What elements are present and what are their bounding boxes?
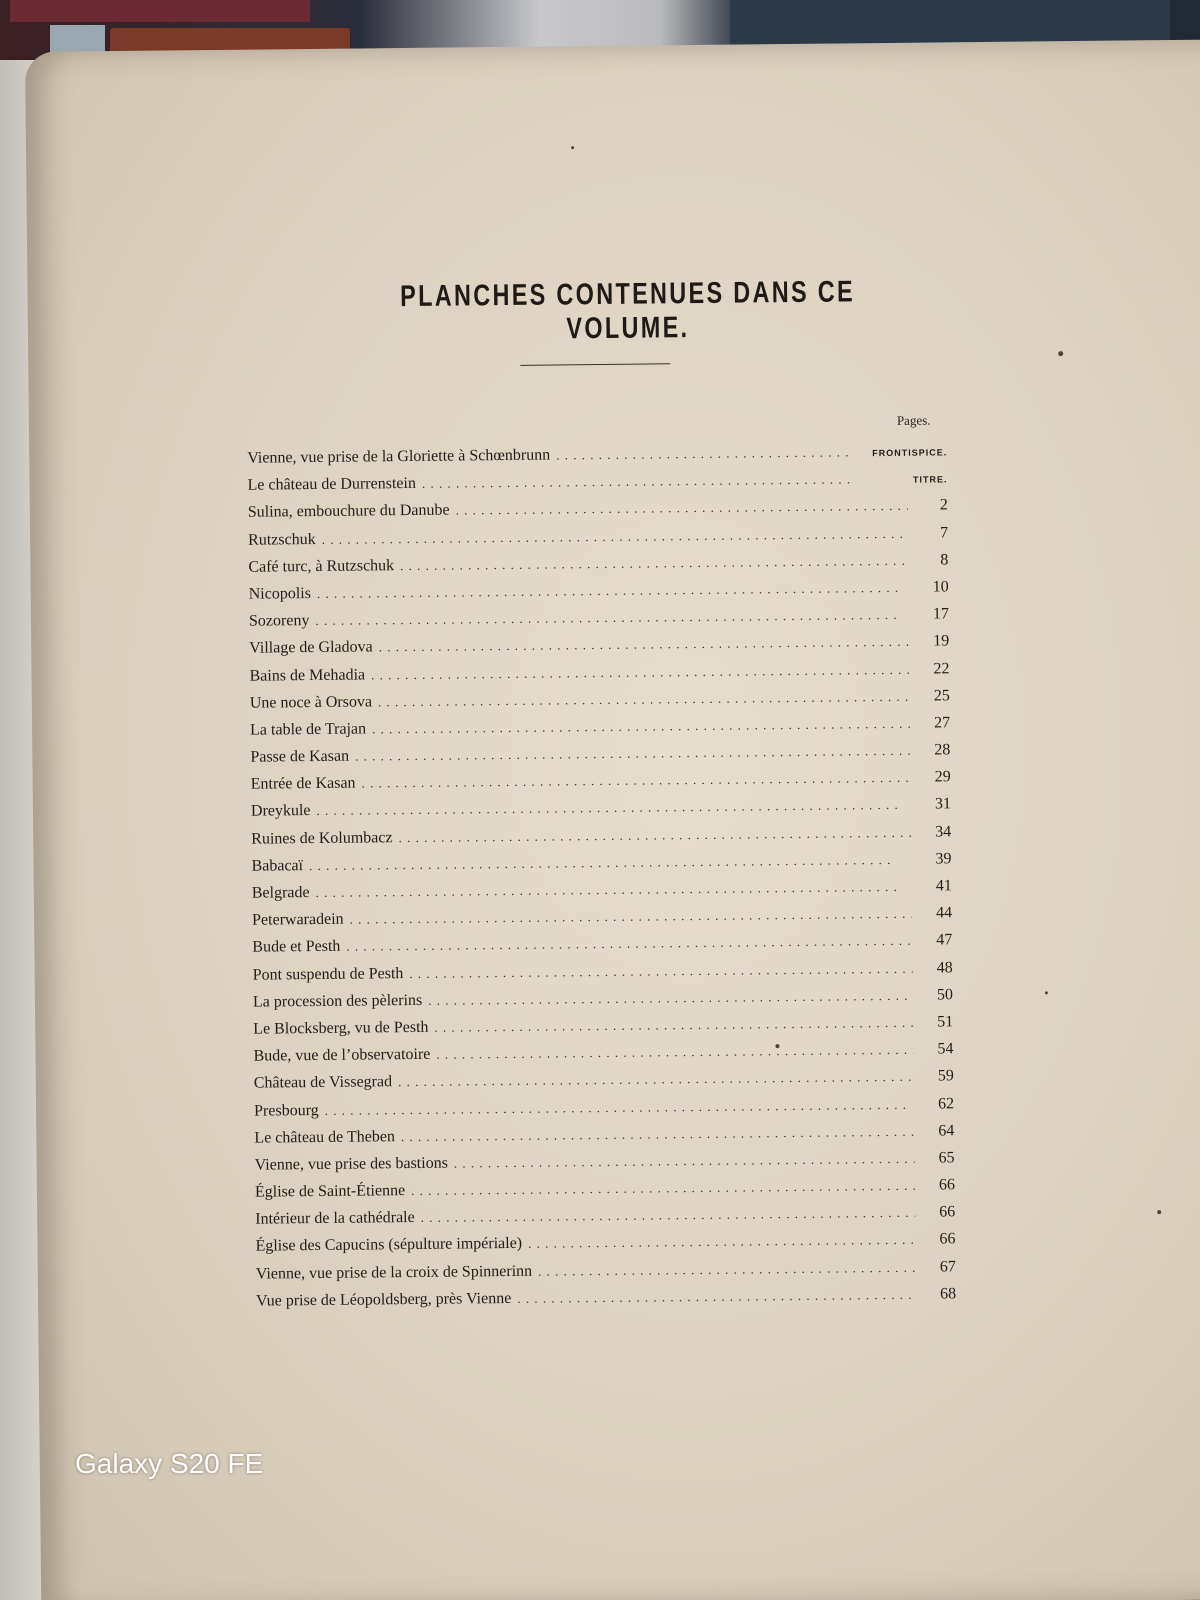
toc-entry-title: Presbourg (254, 1101, 319, 1120)
toc-entry-page: 25 (933, 687, 950, 705)
toc-entry-title: La procession des pèlerins (252, 991, 423, 1011)
dot-leader (365, 661, 910, 683)
toc-entry-page: 66 (939, 1230, 956, 1248)
toc-entry-page: 62 (937, 1094, 955, 1112)
toc-entry-page: 66 (939, 1203, 956, 1221)
dot-leader (403, 960, 912, 981)
paper-speck (1045, 991, 1048, 994)
toc-entry-page: 59 (937, 1067, 954, 1085)
dot-leader (309, 607, 909, 629)
toc-entry-title: La table de Trajan (250, 720, 367, 739)
toc-entry-page: 19 (933, 632, 950, 650)
toc-entry-title: Sulina, embouchure du Danube (247, 501, 450, 522)
toc-entry-title: Ruines de Kolumbacz (251, 828, 393, 848)
toc-entry-title: Babacaï (251, 856, 304, 875)
toc-entry-page: 39 (935, 850, 952, 868)
toc-entry-page: 29 (934, 768, 951, 786)
paper-speck (571, 146, 574, 149)
toc-entry-title: Belgrade (251, 884, 310, 902)
dot-leader (448, 1151, 915, 1172)
toc-entry-title: Vienne, vue prise des bastions (254, 1154, 448, 1174)
dot-leader (394, 553, 908, 574)
toc-entry-title: Vue prise de Léopoldsberg, près Vienne (256, 1289, 512, 1310)
toc-entry-page: TITRE. (912, 474, 948, 485)
toc-entry-title: Pont suspendu de Pesth (252, 964, 404, 984)
toc-entry-title: Peterwaradein (252, 910, 344, 929)
toc-entry-title: Église de Saint-Étienne (254, 1182, 406, 1201)
paper-speck (1058, 351, 1063, 356)
dot-leader (422, 988, 913, 1009)
toc-entry-page: 7 (939, 523, 949, 542)
dot-leader (430, 1042, 913, 1063)
toc-entry-page: 64 (938, 1122, 955, 1140)
toc-entry-title: Bude, vue de l’observatoire (253, 1045, 431, 1065)
toc-entry-page: 67 (939, 1257, 956, 1276)
toc-entry-title: Nicopolis (248, 584, 311, 603)
book-spine (10, 0, 310, 22)
toc-entry-page: 47 (936, 931, 953, 949)
dot-leader (522, 1232, 916, 1252)
toc-entry-title: Sozoreny (248, 612, 310, 630)
dot-leader (349, 743, 910, 765)
toc-entry-title: Café turc, à Rutzschuk (248, 556, 395, 576)
toc-entry-title: Vienne, vue prise de la Gloriette à Schœnbrunn (247, 446, 551, 467)
toc-entry-title: Vienne, vue prise de la croix de Spinnerinn (255, 1262, 533, 1283)
dot-leader (316, 525, 909, 547)
toc-entry-page: 66 (938, 1176, 956, 1194)
toc-entry-title: Dreykule (250, 802, 311, 821)
toc-entry-page: FRONTISPICE. (872, 447, 948, 459)
dot-leader (449, 498, 907, 519)
toc-entry-title: Bains de Mehadia (249, 665, 366, 685)
dot-leader (392, 824, 911, 845)
toc-entry-title: Bude et Pesth (252, 938, 341, 957)
toc-entry-page: 22 (933, 659, 950, 678)
toc-entry-title: Village de Gladova (249, 638, 373, 657)
pages-column-label: Pages. (896, 412, 931, 428)
toc-entry-page: 48 (936, 958, 953, 977)
dot-leader (355, 770, 910, 792)
toc-entry-title: Le château de Durrenstein (247, 475, 416, 494)
toc-entry-page: 34 (935, 822, 952, 841)
toc-entry-page: 17 (932, 605, 950, 623)
dot-leader (392, 1069, 914, 1090)
toc-entry-page: 28 (934, 741, 951, 759)
toc-entry-title: Le Blocksberg, vu de Pesth (253, 1018, 429, 1038)
camera-watermark: Galaxy S20 FE (75, 1448, 264, 1479)
dot-leader (373, 634, 910, 656)
dot-leader (311, 580, 909, 602)
toc-entry-page: 8 (940, 551, 949, 569)
toc-entry-title: Passe de Kasan (250, 747, 350, 766)
dot-leader (511, 1287, 916, 1307)
toc-entry-title: Intérieur de la cathédrale (255, 1209, 415, 1228)
page-title: PLANCHES CONTENUES DANS CE VOLUME. (400, 275, 856, 346)
plates-list (247, 442, 956, 1319)
toc-entry-page: 54 (937, 1040, 954, 1058)
toc-entry-page: 65 (938, 1149, 955, 1167)
toc-entry-title: Entrée de Kasan (250, 774, 356, 793)
toc-entry-page: 41 (935, 877, 952, 895)
book-page (25, 40, 1200, 1600)
title-rule (520, 363, 670, 366)
toc-entry-page: 51 (937, 1013, 954, 1031)
dot-leader (319, 1096, 915, 1118)
toc-entry-page: 68 (939, 1285, 957, 1303)
dot-leader (550, 444, 851, 463)
toc-entry-page: 50 (936, 986, 954, 1004)
toc-entry-page: 2 (939, 496, 948, 514)
dot-leader (532, 1259, 916, 1279)
toc-entry-title: Rutzschuk (248, 530, 316, 549)
toc-entry-page: 10 (932, 578, 949, 596)
dot-leader (405, 1178, 915, 1199)
dot-leader (416, 472, 852, 493)
dot-leader (395, 1123, 915, 1144)
toc-entry-title: Château de Vissegrad (253, 1073, 393, 1092)
toc-entry-title: Église des Capucins (sépulture impériale) (255, 1235, 523, 1256)
dot-leader (344, 906, 913, 928)
toc-entry-page: 27 (933, 714, 951, 732)
paper-speck (775, 1044, 779, 1048)
dot-leader (372, 688, 910, 710)
dot-leader (340, 933, 912, 955)
toc-entry-title: Une noce à Orsova (249, 693, 373, 712)
dot-leader (415, 1205, 916, 1226)
toc-entry-title: Le château de Theben (254, 1127, 395, 1147)
dot-leader (428, 1015, 913, 1036)
toc-entry-page: 31 (934, 795, 952, 813)
paper-speck (1157, 1210, 1161, 1214)
toc-entry-page: 44 (935, 904, 953, 922)
dot-leader (366, 716, 910, 738)
